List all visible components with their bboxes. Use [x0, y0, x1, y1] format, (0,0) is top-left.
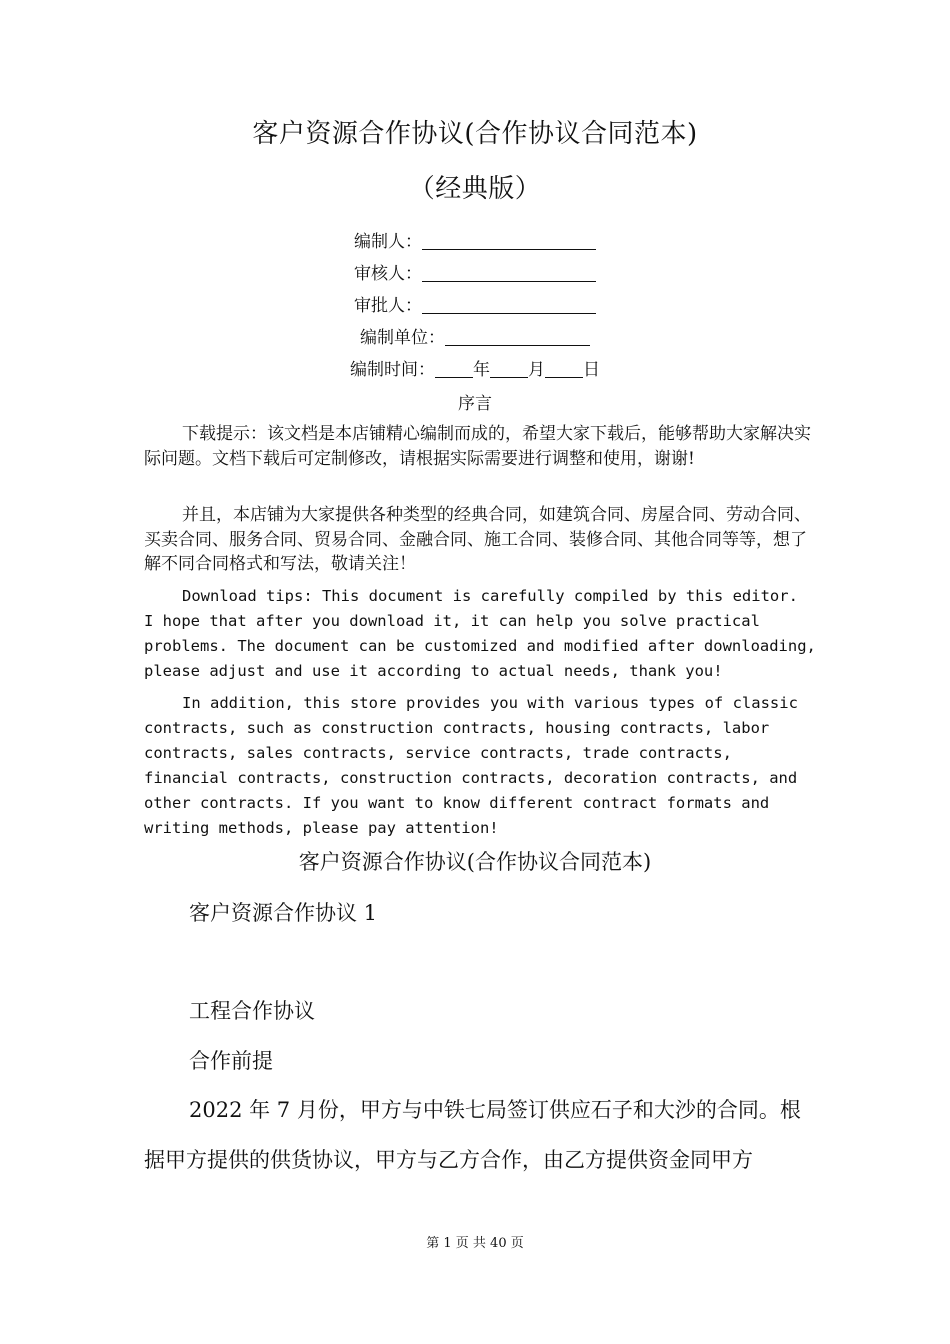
meta-day-label: 日 — [583, 360, 600, 380]
meta-compiler-blank — [422, 231, 596, 250]
meta-date-label: 编制时间： — [350, 360, 435, 380]
preface-cn-paragraph-1: 下载提示：该文档是本店铺精心编制而成的，希望大家下载后，能够帮助大家解决实际问题。文档下载后可定制修改，请根据实际需要进行调整和使用，谢谢! — [144, 424, 811, 469]
body-paragraph: 2022 年 7 月份，甲方与中铁七局签订供应石子和大沙的合同。根据甲方提供的供货协议，甲方与乙方合作，由乙方提供资金同甲方 — [144, 1098, 801, 1172]
meta-month-blank — [490, 359, 528, 378]
meta-approver-blank — [422, 295, 596, 314]
meta-unit-label: 编制单位： — [360, 328, 445, 348]
project-heading: 工程合作协议 — [189, 999, 315, 1023]
meta-reviewer-label: 审核人： — [354, 264, 422, 284]
preface-en-paragraph-2: In addition, this store provides you with various types of classic contracts, such as construction contracts, housing contracts, labor contracts, sales contracts, service contracts, trade contracts, financial contracts, construction contracts, decoration contracts, and other contracts. If you want to know different contract formats and writing methods, please pay attention! — [144, 694, 798, 837]
meta-year-label: 年 — [473, 360, 490, 380]
meta-approver-label: 审批人： — [354, 296, 422, 316]
agreement-heading: 客户资源合作协议 1 — [189, 901, 378, 925]
preface-en-paragraph-1: Download tips: This document is carefully compiled by this editor. I hope that after you download it, it can help you solve practical problems. The document can be customized and modified after downloading, please adjust and use it according to actual needs, thank you! — [144, 587, 816, 680]
meta-compiler-label: 编制人： — [354, 232, 422, 252]
meta-compiler-row — [0, 231, 950, 252]
meta-approver-row — [0, 295, 950, 316]
meta-month-label: 月 — [528, 360, 545, 380]
meta-year-blank — [435, 359, 473, 378]
preface-cn-paragraph-2: 并且，本店铺为大家提供各种类型的经典合同，如建筑合同、房屋合同、劳动合同、买卖合同、服务合同、贸易合同、金融合同、施工合同、装修合同、其他合同等等，想了解不同合同格式和写法，敬请关注！ — [144, 505, 811, 574]
meta-unit-row — [0, 327, 950, 348]
document-title: 客户资源合作协议(合作协议合同范本) — [252, 119, 698, 149]
edition-label: （经典版） — [408, 174, 542, 204]
meta-reviewer-blank — [422, 263, 596, 282]
preface-title: 序言 — [458, 394, 492, 414]
premise-heading: 合作前提 — [189, 1049, 273, 1073]
meta-date-row — [0, 359, 950, 380]
meta-unit-blank — [445, 327, 590, 346]
page-footer: 第 1 页 共 40 页 — [426, 1236, 524, 1251]
meta-day-blank — [545, 359, 583, 378]
meta-reviewer-row — [0, 263, 950, 284]
section-title: 客户资源合作协议(合作协议合同范本) — [298, 850, 652, 874]
